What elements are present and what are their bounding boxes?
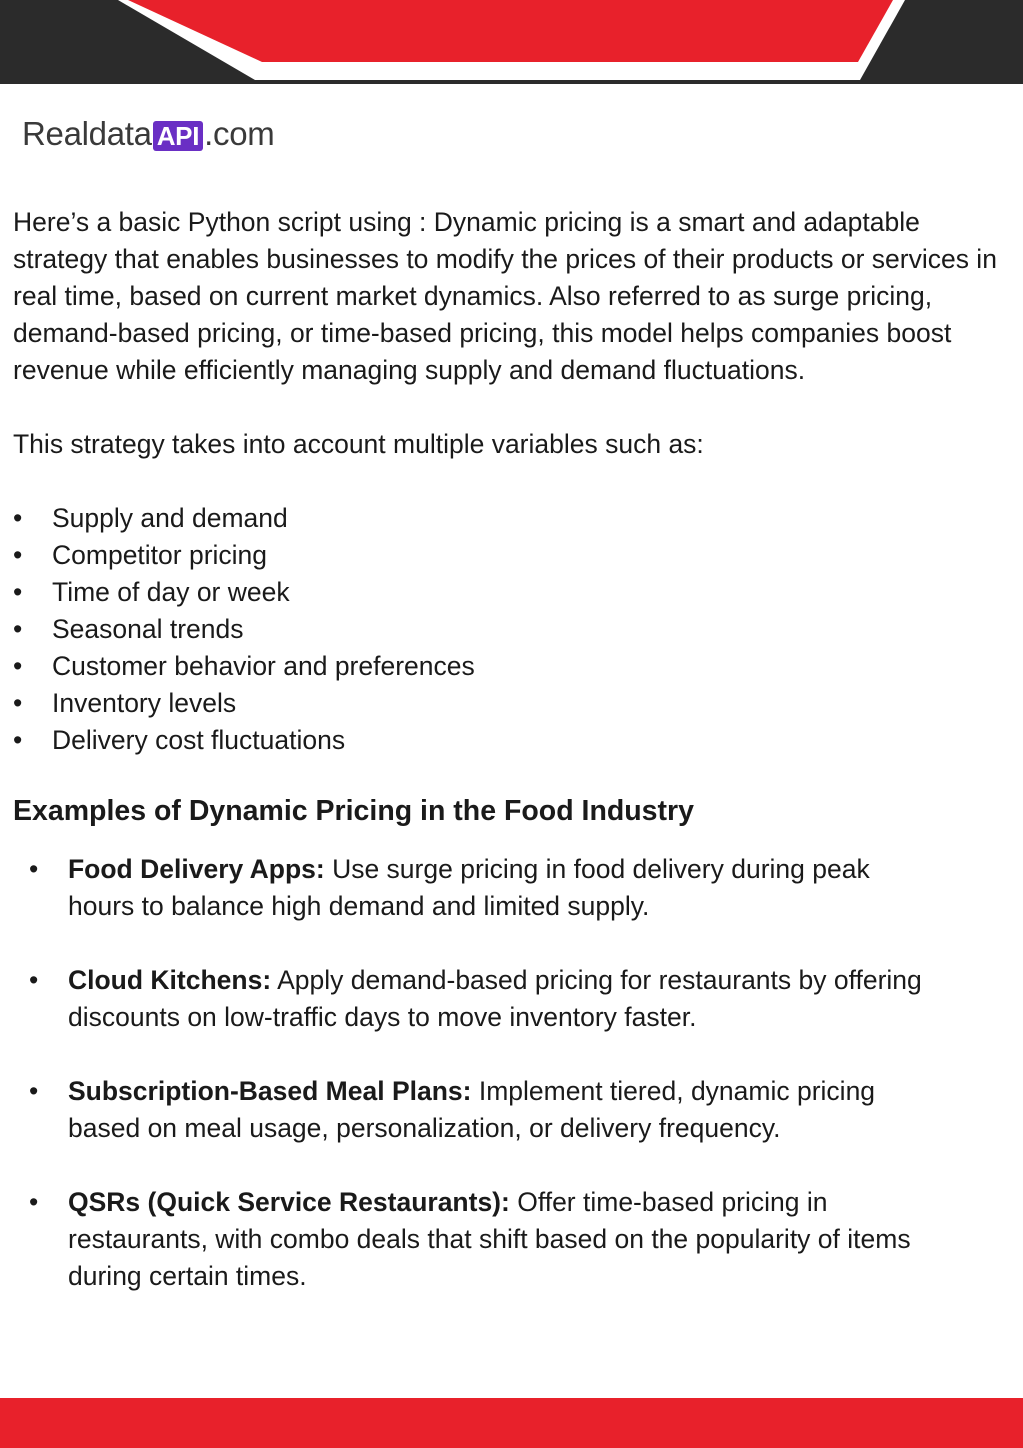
example-text: Use surge pricing in food delivery during peak hours to balance high demand and limited supply.: [68, 854, 870, 921]
bullet-icon: •: [13, 577, 23, 607]
list-item: [13, 648, 1003, 685]
bullet-icon: •: [13, 540, 23, 570]
bullet-icon: •: [29, 965, 39, 995]
example-term: Cloud Kitchens:: [68, 965, 272, 995]
example-text: Implement tiered, dynamic pricing based on meal usage, personalization, or delivery frequency.: [68, 1076, 876, 1143]
example-term: QSRs (Quick Service Restaurants):: [68, 1187, 510, 1217]
example-item: [13, 962, 938, 1036]
logo-text-prefix: Realdata: [22, 115, 152, 152]
bullet-icon: •: [13, 651, 23, 681]
bullet-icon: •: [29, 1187, 39, 1217]
spacer: [13, 463, 1003, 500]
example-item: [13, 1184, 938, 1295]
bullet-icon: •: [13, 503, 23, 533]
factor-text: Seasonal trends: [52, 614, 244, 644]
main-content: [13, 204, 1003, 1332]
example-term: Subscription-Based Meal Plans:: [68, 1076, 472, 1106]
example-term: Food Delivery Apps:: [68, 854, 325, 884]
list-item: [13, 500, 1003, 537]
factor-text: Inventory levels: [52, 688, 237, 718]
list-item: [13, 537, 1003, 574]
logo-text-suffix: .com: [204, 115, 275, 152]
bullet-icon: •: [13, 614, 23, 644]
bullet-icon: •: [13, 688, 23, 718]
brand-logo: [22, 112, 274, 156]
spacer: [13, 389, 1003, 426]
footer-banner: [0, 1398, 1023, 1448]
intro-paragraph: Here’s a basic Python script using : Dynamic pricing is a smart and adaptable strategy that enables businesses to modify the prices of their products or services in real time, based on current market dynamics. Also referred to as surge pricing, demand-based pricing, or time-based pricing, this model helps companies boost revenue while efficiently managing supply and demand fluctuations.: [13, 207, 997, 385]
factor-text: Supply and demand: [52, 503, 288, 533]
variables-lead: This strategy takes into account multiple variables such as:: [13, 429, 704, 459]
example-item: [13, 1073, 938, 1147]
example-item: [13, 851, 938, 925]
factor-text: Time of day or week: [52, 577, 290, 607]
factors-list: [13, 500, 1003, 759]
list-item: [13, 685, 1003, 722]
bullet-icon: •: [29, 854, 39, 884]
header-banner: [0, 0, 1023, 84]
factor-text: Customer behavior and preferences: [52, 651, 475, 681]
examples-heading: Examples of Dynamic Pricing in the Food Industry: [13, 795, 694, 827]
bullet-icon: •: [13, 725, 23, 755]
factor-text: Delivery cost fluctuations: [52, 725, 346, 755]
header-red-chevron: [128, 0, 893, 62]
list-item: [13, 611, 1003, 648]
example-text: Apply demand-based pricing for restaurants by offering discounts on low-traffic days to move inventory faster.: [68, 965, 922, 1032]
logo-api-badge: API: [153, 121, 203, 151]
factor-text: Competitor pricing: [52, 540, 268, 570]
examples-list: [13, 851, 1003, 1295]
list-item: [13, 722, 1003, 759]
list-item: [13, 574, 1003, 611]
bullet-icon: •: [29, 1076, 39, 1106]
example-text: Offer time-based pricing in restaurants, with combo deals that shift based on the popularity of items during certain times.: [68, 1187, 911, 1291]
